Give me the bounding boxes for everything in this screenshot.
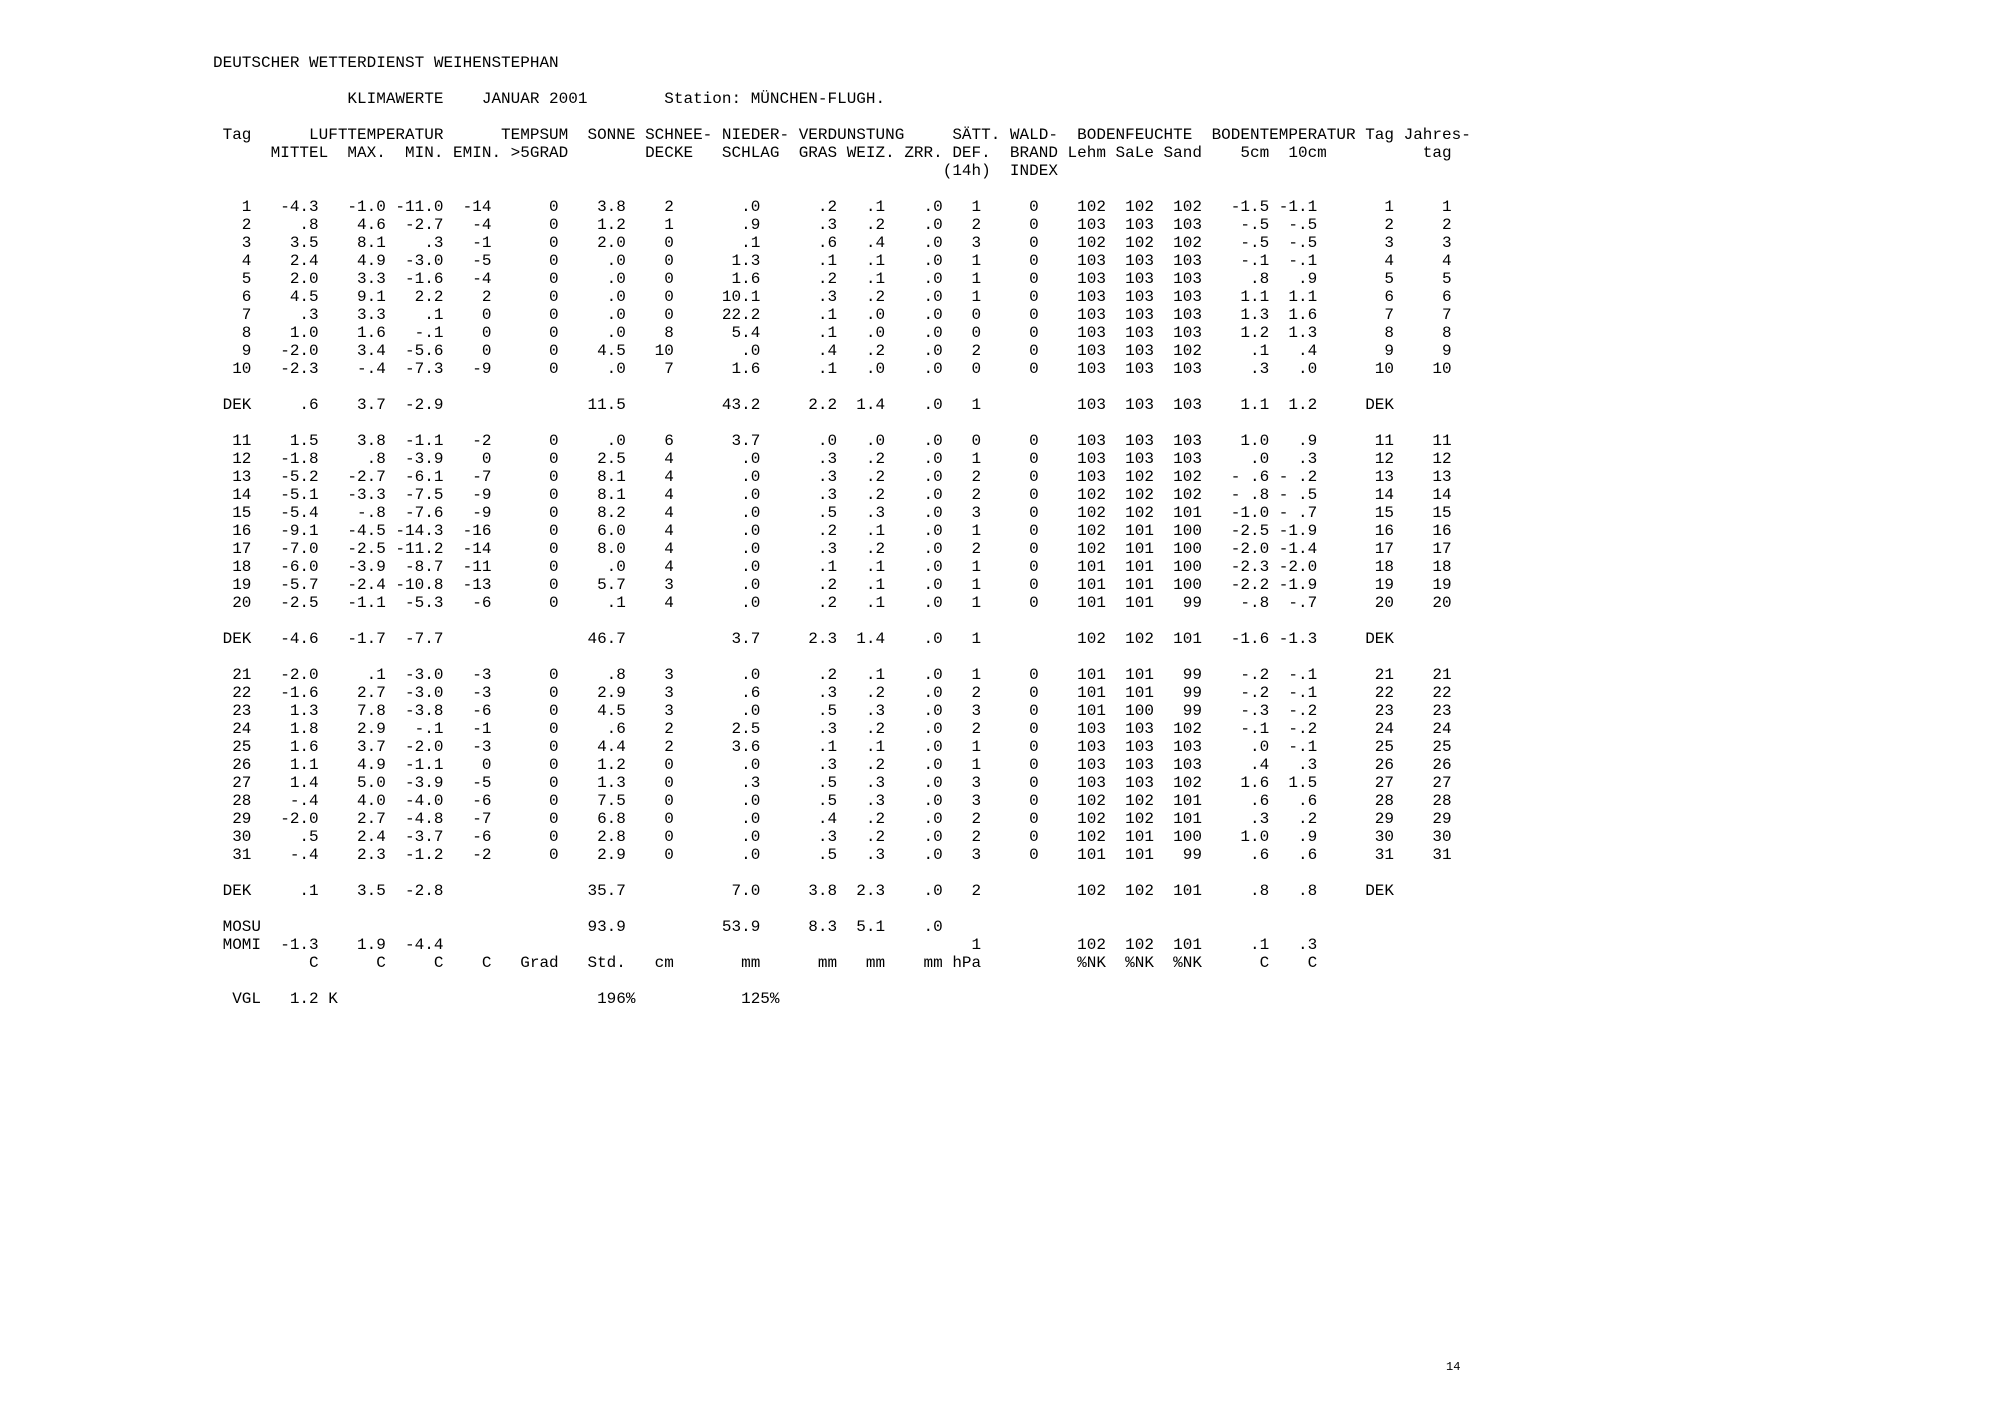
blank-line [213, 378, 1471, 396]
day-row: 18 -6.0 -3.9 -8.7 -11 0 .0 4 .0 .1 .1 .0 1 0 101 101 100 -2.3 -2.0 18 18 [213, 558, 1452, 576]
day-row: 4 2.4 4.9 -3.0 -5 0 .0 0 1.3 .1 .1 .0 1 0 103 103 103 -.1 -.1 4 4 [213, 252, 1452, 270]
day-row: 31 -.4 2.3 -1.2 -2 0 2.9 0 .0 .5 .3 .0 3 0 101 101 99 .6 .6 31 31 [213, 846, 1452, 864]
day-row: 11 1.5 3.8 -1.1 -2 0 .0 6 3.7 .0 .0 .0 0 0 103 103 103 1.0 .9 11 11 [213, 432, 1452, 450]
day-row: 7 .3 3.3 .1 0 0 .0 0 22.2 .1 .0 .0 0 0 103 103 103 1.3 1.6 7 7 [213, 306, 1452, 324]
day-row: 27 1.4 5.0 -3.9 -5 0 1.3 0 .3 .5 .3 .0 3 0 103 103 102 1.6 1.5 27 27 [213, 774, 1452, 792]
dek-summary-row: DEK .1 3.5 -2.8 35.7 7.0 3.8 2.3 .0 2 102 102 101 .8 .8 DEK [213, 882, 1394, 900]
day-row: 16 -9.1 -4.5 -14.3 -16 0 6.0 4 .0 .2 .1 .0 1 0 102 101 100 -2.5 -1.9 16 16 [213, 522, 1452, 540]
blank-line [213, 648, 1471, 666]
day-row: 12 -1.8 .8 -3.9 0 0 2.5 4 .0 .3 .2 .0 1 0 103 103 103 .0 .3 12 12 [213, 450, 1452, 468]
column-header-line: MITTEL MAX. MIN. EMIN. >5GRAD DECKE SCHLAG GRAS WEIZ. ZRR. DEF. BRAND Lehm SaLe Sand 5cm 10cm tag [213, 144, 1452, 162]
blank-line [213, 864, 1471, 882]
day-row: 21 -2.0 .1 -3.0 -3 0 .8 3 .0 .2 .1 .0 1 0 101 101 99 -.2 -.1 21 21 [213, 666, 1452, 684]
dek-summary-row: DEK -4.6 -1.7 -7.7 46.7 3.7 2.3 1.4 .0 1 102 102 101 -1.6 -1.3 DEK [213, 630, 1394, 648]
day-row: 5 2.0 3.3 -1.6 -4 0 .0 0 1.6 .2 .1 .0 1 0 103 103 103 .8 .9 5 5 [213, 270, 1452, 288]
monthly-sum-row: MOSU 93.9 53.9 8.3 5.1 .0 [213, 918, 943, 936]
day-row: 6 4.5 9.1 2.2 2 0 .0 0 10.1 .3 .2 .0 1 0 103 103 103 1.1 1.1 6 6 [213, 288, 1452, 306]
column-header-line: Tag LUFTTEMPERATUR TEMPSUM SONNE SCHNEE- NIEDER- VERDUNSTUNG SÄTT. WALD- BODENFEUCHTE BODENTEMPERATUR Tag Jahres- [213, 126, 1471, 144]
day-row: 19 -5.7 -2.4 -10.8 -13 0 5.7 3 .0 .2 .1 .0 1 0 101 101 100 -2.2 -1.9 19 19 [213, 576, 1452, 594]
day-row: 28 -.4 4.0 -4.0 -6 0 7.5 0 .0 .5 .3 .0 3 0 102 102 101 .6 .6 28 28 [213, 792, 1452, 810]
day-row: 24 1.8 2.9 -.1 -1 0 .6 2 2.5 .3 .2 .0 2 0 103 103 102 -.1 -.2 24 24 [213, 720, 1452, 738]
blank-line [213, 180, 1471, 198]
day-row: 26 1.1 4.9 -1.1 0 0 1.2 0 .0 .3 .2 .0 1 0 103 103 103 .4 .3 26 26 [213, 756, 1452, 774]
day-row: 3 3.5 8.1 .3 -1 0 2.0 0 .1 .6 .4 .0 3 0 102 102 102 -.5 -.5 3 3 [213, 234, 1452, 252]
day-row: 9 -2.0 3.4 -5.6 0 0 4.5 10 .0 .4 .2 .0 2 0 103 103 102 .1 .4 9 9 [213, 342, 1452, 360]
units-row: C C C C Grad Std. cm mm mm mm mm hPa %NK %NK %NK C C [213, 954, 1318, 972]
day-row: 10 -2.3 -.4 -7.3 -9 0 .0 7 1.6 .1 .0 .0 0 0 103 103 103 .3 .0 10 10 [213, 360, 1452, 378]
blank-line [213, 900, 1471, 918]
day-row: 22 -1.6 2.7 -3.0 -3 0 2.9 3 .6 .3 .2 .0 2 0 101 101 99 -.2 -.1 22 22 [213, 684, 1452, 702]
vgl-row: VGL 1.2 K 196% 125% [213, 990, 780, 1008]
day-row: 8 1.0 1.6 -.1 0 0 .0 8 5.4 .1 .0 .0 0 0 103 103 103 1.2 1.3 8 8 [213, 324, 1452, 342]
day-row: 1 -4.3 -1.0 -11.0 -14 0 3.8 2 .0 .2 .1 .0 1 0 102 102 102 -1.5 -1.1 1 1 [213, 198, 1452, 216]
day-row: 23 1.3 7.8 -3.8 -6 0 4.5 3 .0 .5 .3 .0 3 0 101 100 99 -.3 -.2 23 23 [213, 702, 1452, 720]
monthly-mean-row: MOMI -1.3 1.9 -4.4 1 102 102 101 .1 .3 [213, 936, 1318, 954]
climate-report [213, 54, 1471, 1008]
blank-line [213, 612, 1471, 630]
day-row: 13 -5.2 -2.7 -6.1 -7 0 8.1 4 .0 .3 .2 .0 2 0 103 102 102 - .6 - .2 13 13 [213, 468, 1452, 486]
day-row: 29 -2.0 2.7 -4.8 -7 0 6.8 0 .0 .4 .2 .0 2 0 102 102 101 .3 .2 29 29 [213, 810, 1452, 828]
day-row: 20 -2.5 -1.1 -5.3 -6 0 .1 4 .0 .2 .1 .0 1 0 101 101 99 -.8 -.7 20 20 [213, 594, 1452, 612]
blank-line [213, 414, 1471, 432]
report-subtitle: KLIMAWERTE JANUAR 2001 Station: MÜNCHEN-FLUGH. [213, 90, 886, 108]
blank-line [213, 108, 1471, 126]
day-row: 17 -7.0 -2.5 -11.2 -14 0 8.0 4 .0 .3 .2 .0 2 0 102 101 100 -2.0 -1.4 17 17 [213, 540, 1452, 558]
agency-title: DEUTSCHER WETTERDIENST WEIHENSTEPHAN [213, 54, 559, 72]
day-row: 30 .5 2.4 -3.7 -6 0 2.8 0 .0 .3 .2 .0 2 0 102 101 100 1.0 .9 30 30 [213, 828, 1452, 846]
blank-line [213, 972, 1471, 990]
day-row: 14 -5.1 -3.3 -7.5 -9 0 8.1 4 .0 .3 .2 .0 2 0 102 102 102 - .8 - .5 14 14 [213, 486, 1452, 504]
day-row: 15 -5.4 -.8 -7.6 -9 0 8.2 4 .0 .5 .3 .0 3 0 102 102 101 -1.0 - .7 15 15 [213, 504, 1452, 522]
page-number: 14 [1446, 1360, 1461, 1374]
column-header-line: (14h) INDEX [213, 162, 1058, 180]
day-row: 2 .8 4.6 -2.7 -4 0 1.2 1 .9 .3 .2 .0 2 0 103 103 103 -.5 -.5 2 2 [213, 216, 1452, 234]
day-row: 25 1.6 3.7 -2.0 -3 0 4.4 2 3.6 .1 .1 .0 1 0 103 103 103 .0 -.1 25 25 [213, 738, 1452, 756]
dek-summary-row: DEK .6 3.7 -2.9 11.5 43.2 2.2 1.4 .0 1 103 103 103 1.1 1.2 DEK [213, 396, 1394, 414]
blank-line [213, 72, 1471, 90]
